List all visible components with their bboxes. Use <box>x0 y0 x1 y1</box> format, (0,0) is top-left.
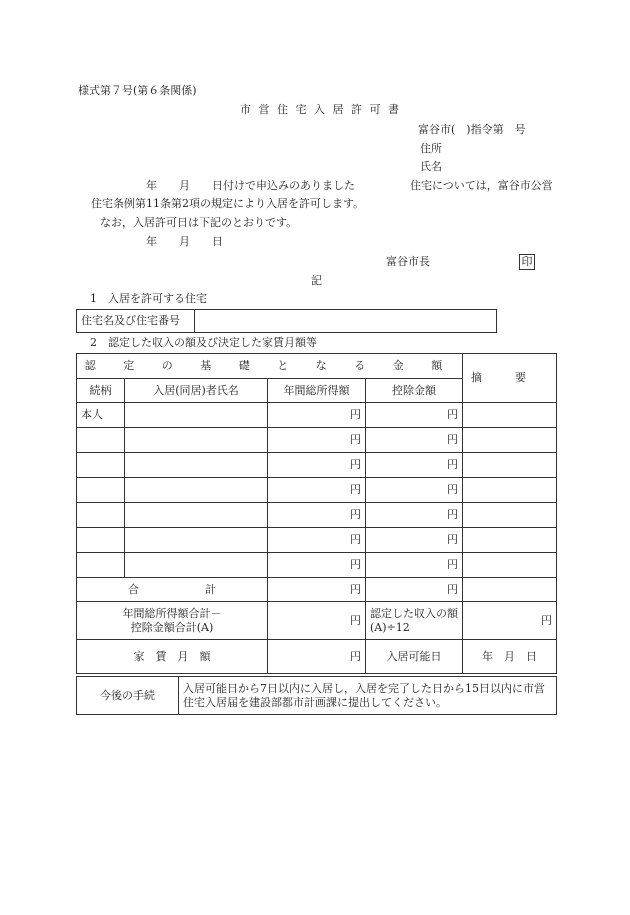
income-cell[interactable]: 円 <box>268 553 366 578</box>
name-label: 氏名 <box>420 160 442 173</box>
notes-cell[interactable] <box>463 453 557 478</box>
deduction-cell[interactable]: 円 <box>366 453 463 478</box>
income-cell[interactable]: 円 <box>268 503 366 528</box>
income-cell[interactable]: 円 <box>268 528 366 553</box>
sum-label <box>77 602 268 640</box>
table-row <box>77 403 557 428</box>
name-cell[interactable] <box>125 428 268 453</box>
deduction-cell[interactable]: 円 <box>366 553 463 578</box>
name-cell[interactable] <box>125 503 268 528</box>
relation-cell[interactable] <box>77 528 125 553</box>
total-row <box>77 578 557 602</box>
relation-cell[interactable]: 本人 <box>77 403 125 428</box>
name-cell[interactable] <box>125 553 268 578</box>
move-in-date[interactable]: 年 月 日 <box>463 640 557 674</box>
move-in-label: 入居可能日 <box>366 640 463 674</box>
permit-number: 富谷市( )指令第 号 <box>418 123 526 136</box>
section-1-heading: 1 入居を許可する住宅 <box>90 292 207 305</box>
col-income: 年間総所得額 <box>268 379 366 403</box>
notes-cell[interactable] <box>463 528 557 553</box>
procedure-table <box>76 676 557 715</box>
deduction-cell[interactable]: 円 <box>366 428 463 453</box>
procedure-line-2: 住宅入居届を建設部都市計画課に提出してください。 <box>183 695 447 709</box>
address-label: 住所 <box>420 142 442 155</box>
mayor-label: 富谷市長 <box>386 255 430 268</box>
seal-mark: 印 <box>519 254 535 270</box>
deduction-cell[interactable]: 円 <box>366 503 463 528</box>
col-name: 入居(同居)者氏名 <box>125 379 268 403</box>
procedure-line-1: 入居可能日から7日以内に入居し，入居を完了した日から15日以内に市営 <box>183 681 545 695</box>
table-row <box>77 428 557 453</box>
income-table <box>76 353 557 674</box>
rent-row <box>77 640 557 674</box>
total-label: 合 計 <box>77 578 268 602</box>
relation-cell[interactable] <box>77 428 125 453</box>
relation-cell[interactable] <box>77 553 125 578</box>
body-line-3: なお，入居許可日は下記のとおりです。 <box>100 216 298 229</box>
notes-cell[interactable] <box>463 503 557 528</box>
income-cell[interactable]: 円 <box>268 403 366 428</box>
income-cell[interactable]: 円 <box>268 428 366 453</box>
table-row <box>77 478 557 503</box>
recognized-label <box>366 602 463 640</box>
total-income[interactable]: 円 <box>268 578 366 602</box>
col-relation: 続柄 <box>77 379 125 403</box>
recognized-value[interactable]: 円 <box>463 602 557 640</box>
document-title: 市 営 住 宅 入 居 許 可 書 <box>240 103 401 116</box>
sum-row <box>77 602 557 640</box>
rent-value[interactable]: 円 <box>268 640 366 674</box>
name-cell[interactable] <box>125 403 268 428</box>
sum-label-line-2: 控除金額合計(A) <box>130 620 214 634</box>
name-cell[interactable] <box>125 478 268 503</box>
name-cell[interactable] <box>125 528 268 553</box>
deduction-cell[interactable]: 円 <box>366 478 463 503</box>
housing-table <box>76 309 497 333</box>
section-2-heading: 2 認定した収入の額及び決定した家賃月額等 <box>90 336 317 349</box>
total-deduction[interactable]: 円 <box>366 578 463 602</box>
sum-label-line-1: 年間総所得額合計－ <box>122 606 222 620</box>
table-row <box>77 553 557 578</box>
table-row <box>77 453 557 478</box>
application-date: 年 月 日付けで申込みのありました <box>146 179 355 192</box>
notes-header: 摘 要 <box>463 354 557 403</box>
ki-heading: 記 <box>311 274 322 287</box>
name-cell[interactable] <box>125 453 268 478</box>
procedure-text <box>179 677 557 715</box>
table-row <box>77 528 557 553</box>
recognized-label-line-2: (A)÷12 <box>370 620 410 634</box>
income-cell[interactable]: 円 <box>268 478 366 503</box>
issue-date: 年 月 日 <box>146 235 223 248</box>
basis-header: 認 定 の 基 礎 と な る 金 額 <box>77 354 463 379</box>
notes-cell[interactable] <box>463 428 557 453</box>
deduction-cell[interactable]: 円 <box>366 528 463 553</box>
notes-cell[interactable] <box>463 478 557 503</box>
notes-cell[interactable] <box>463 553 557 578</box>
form-number: 様式第７号(第６条関係) <box>78 84 197 97</box>
sum-value[interactable]: 円 <box>268 602 366 640</box>
relation-cell[interactable] <box>77 503 125 528</box>
housing-name-label: 住宅名及び住宅番号 <box>77 310 195 333</box>
relation-cell[interactable] <box>77 453 125 478</box>
procedure-label: 今後の手続 <box>77 677 179 715</box>
table-row <box>77 503 557 528</box>
body-line-1-end: 住宅については，富谷市公営 <box>410 179 553 192</box>
body-line-2: 住宅条例第11条第2項の規定により入居を許可します。 <box>91 197 365 210</box>
housing-name-value[interactable] <box>195 310 497 333</box>
total-notes[interactable] <box>463 578 557 602</box>
rent-label: 家 賃 月 額 <box>77 640 268 674</box>
col-deduction: 控除金額 <box>366 379 463 403</box>
recognized-label-line-1: 認定した収入の額 <box>370 606 458 620</box>
notes-cell[interactable] <box>463 403 557 428</box>
income-cell[interactable]: 円 <box>268 453 366 478</box>
deduction-cell[interactable]: 円 <box>366 403 463 428</box>
relation-cell[interactable] <box>77 478 125 503</box>
